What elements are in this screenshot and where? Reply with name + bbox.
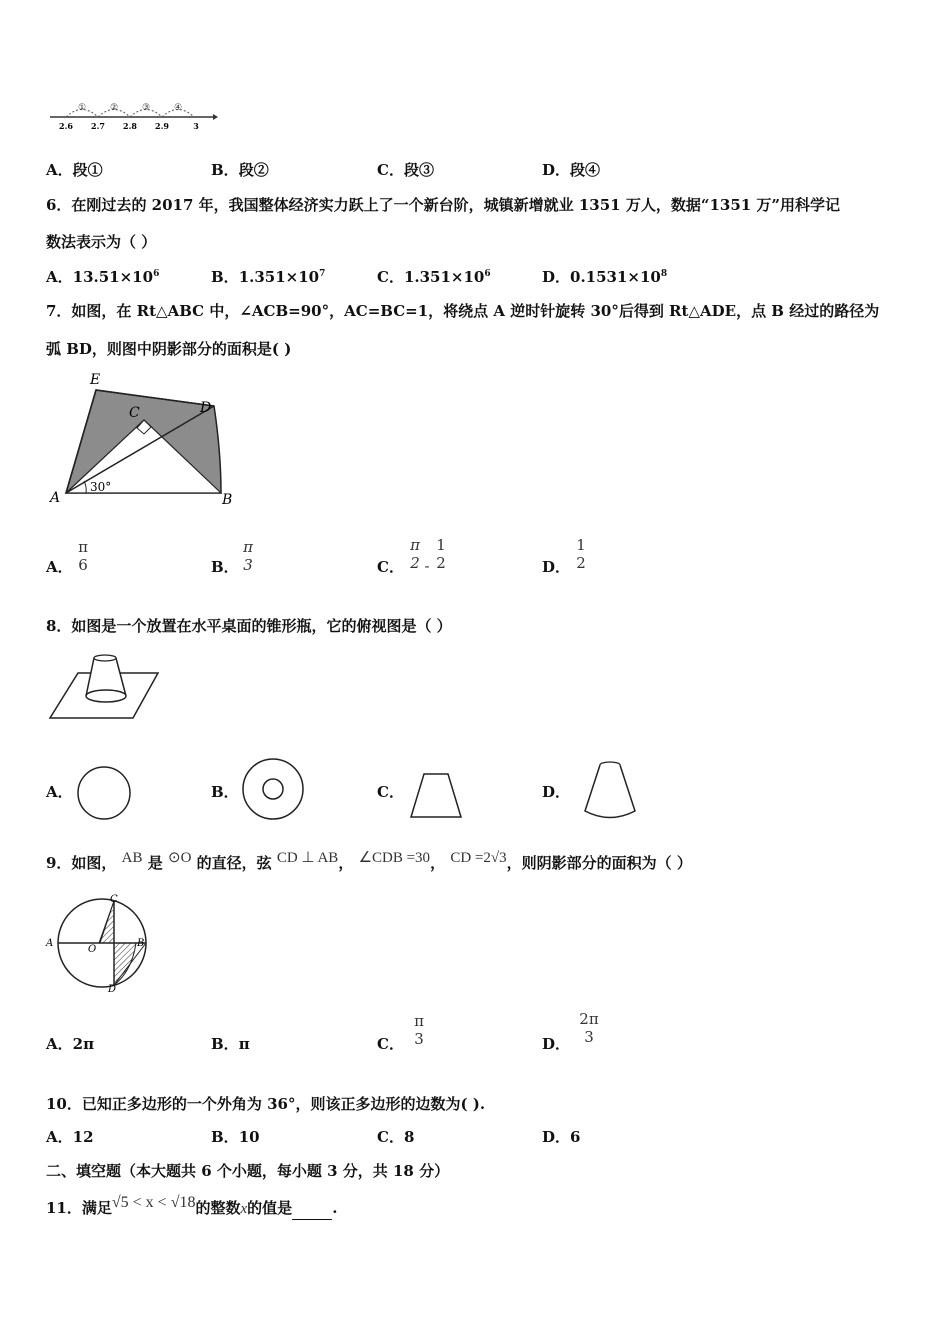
q7-stem-line1: 7．如图，在 Rt△ABC 中，∠ACB=90°，AC=BC=1，将绕点 A 逆时针旋转 30°后得到 Rt△ADE，点 B 经过的路径为 — [46, 302, 880, 320]
q7-option-c-fraction-1: π 2 — [410, 536, 420, 572]
q8-flask-figure — [48, 648, 164, 724]
q8-option-c[interactable]: C． — [377, 783, 404, 801]
q9-circle-figure — [44, 894, 154, 994]
q7-option-d-fraction: 1 2 — [576, 536, 586, 572]
segment-4: ④ — [173, 103, 183, 113]
q6-option-c[interactable]: C．$1.351\times 10^6$ — [377, 268, 491, 286]
q10-option-b[interactable]: B．10 — [211, 1128, 260, 1146]
q6-stem-line2: 数法表示为（ ） — [46, 233, 157, 251]
q9-option-c-fraction: π 3 — [414, 1012, 424, 1048]
q8-option-b-ring-icon — [240, 758, 306, 820]
q9-option-a[interactable]: A．2π — [46, 1035, 95, 1053]
q7-option-a-fraction: π 6 — [78, 538, 88, 574]
section-2-title: 二、填空题（本大题共 6 个小题，每小题 3 分，共 18 分） — [46, 1162, 450, 1180]
q7-option-c-fraction-2: 1 2 — [436, 536, 446, 572]
q7-option-b-fraction: π 3 — [243, 538, 253, 574]
tick-2-8: 2.8 — [123, 121, 137, 131]
segment-3: ③ — [141, 103, 151, 113]
q6-stem-line1: 6．在刚过去的 2017 年，我国整体经济实力跃上了一个新台阶，城镇新增就业 1351 万人，数据“1351 万”用科学记 — [46, 196, 841, 214]
q9-label-b: B — [137, 938, 145, 949]
tick-2-7: 2.7 — [91, 121, 105, 131]
q6-option-d[interactable]: D．$0.1531\times 10^8$ — [542, 268, 668, 286]
q9-option-d-fraction: 2π 3 — [579, 1010, 599, 1046]
q9-option-b[interactable]: B．π — [211, 1035, 250, 1053]
q7-option-a[interactable]: A． — [46, 558, 73, 576]
q10-stem: 10．已知正多边形的一个外角为 36°，则该正多边形的边数为( ). — [46, 1095, 486, 1113]
q5-option-c[interactable]: C．段③ — [377, 161, 434, 179]
tick-3: 3 — [193, 121, 199, 131]
q7-label-d: D — [200, 400, 212, 416]
q5-option-b[interactable]: B．段② — [211, 161, 269, 179]
tick-2-6: 2.6 — [59, 121, 73, 131]
q7-label-a: A — [50, 490, 61, 506]
tick-2-9: 2.9 — [155, 121, 169, 131]
q9-stem: 9．如图， AB 是 ⊙O 的直径，弦 CD ⊥ AB， ∠CDB =30， CD =2√3，则阴影部分的面积为（ ） — [46, 850, 692, 872]
q8-option-a[interactable]: A． — [46, 783, 73, 801]
q7-triangle-figure — [46, 370, 246, 512]
q6-option-b[interactable]: B．$1.351\times 10^7$ — [211, 268, 326, 286]
q7-label-b: B — [222, 492, 233, 508]
q8-option-a-circle-icon — [75, 764, 133, 822]
q9-option-c[interactable]: C． — [377, 1035, 404, 1053]
q7-label-c: C — [129, 405, 140, 421]
q5-option-d[interactable]: D．段④ — [542, 161, 601, 179]
q8-stem: 8．如图是一个放置在水平桌面的锥形瓶，它的俯视图是（ ） — [46, 617, 452, 635]
q7-option-c-minus: - — [424, 557, 430, 575]
q9-label-d: D — [108, 984, 117, 995]
number-line-figure — [48, 98, 218, 132]
q8-option-d[interactable]: D． — [542, 783, 571, 801]
q5-option-a[interactable]: A．段① — [46, 161, 103, 179]
segment-2: ② — [109, 103, 119, 113]
q7-label-e: E — [90, 372, 101, 388]
q7-option-c[interactable]: C． — [377, 558, 404, 576]
q8-option-d-cone-icon — [580, 758, 642, 822]
q11-answer-blank[interactable] — [292, 1205, 332, 1220]
q6-option-a[interactable]: A．$13.51\times 10^6$ — [46, 268, 160, 286]
q9-label-c: C — [110, 894, 118, 905]
q9-option-d[interactable]: D． — [542, 1035, 571, 1053]
q9-label-o: O — [88, 944, 97, 955]
segment-1: ① — [77, 103, 87, 113]
q11-stem: 11．满足√5 < x < √18的整数x的值是 . — [46, 1197, 337, 1220]
q8-option-b[interactable]: B． — [211, 783, 239, 801]
q7-option-d[interactable]: D． — [542, 558, 571, 576]
q10-option-c[interactable]: C．8 — [377, 1128, 415, 1146]
q10-option-a[interactable]: A．12 — [46, 1128, 94, 1146]
q7-stem-line2: 弧 BD，则图中阴影部分的面积是( ) — [46, 340, 292, 358]
q7-angle-label: 30° — [90, 480, 112, 494]
q9-label-a: A — [46, 938, 54, 949]
q7-option-b[interactable]: B． — [211, 558, 239, 576]
q8-option-c-trapezoid-icon — [406, 768, 466, 822]
q10-option-d[interactable]: D．6 — [542, 1128, 581, 1146]
